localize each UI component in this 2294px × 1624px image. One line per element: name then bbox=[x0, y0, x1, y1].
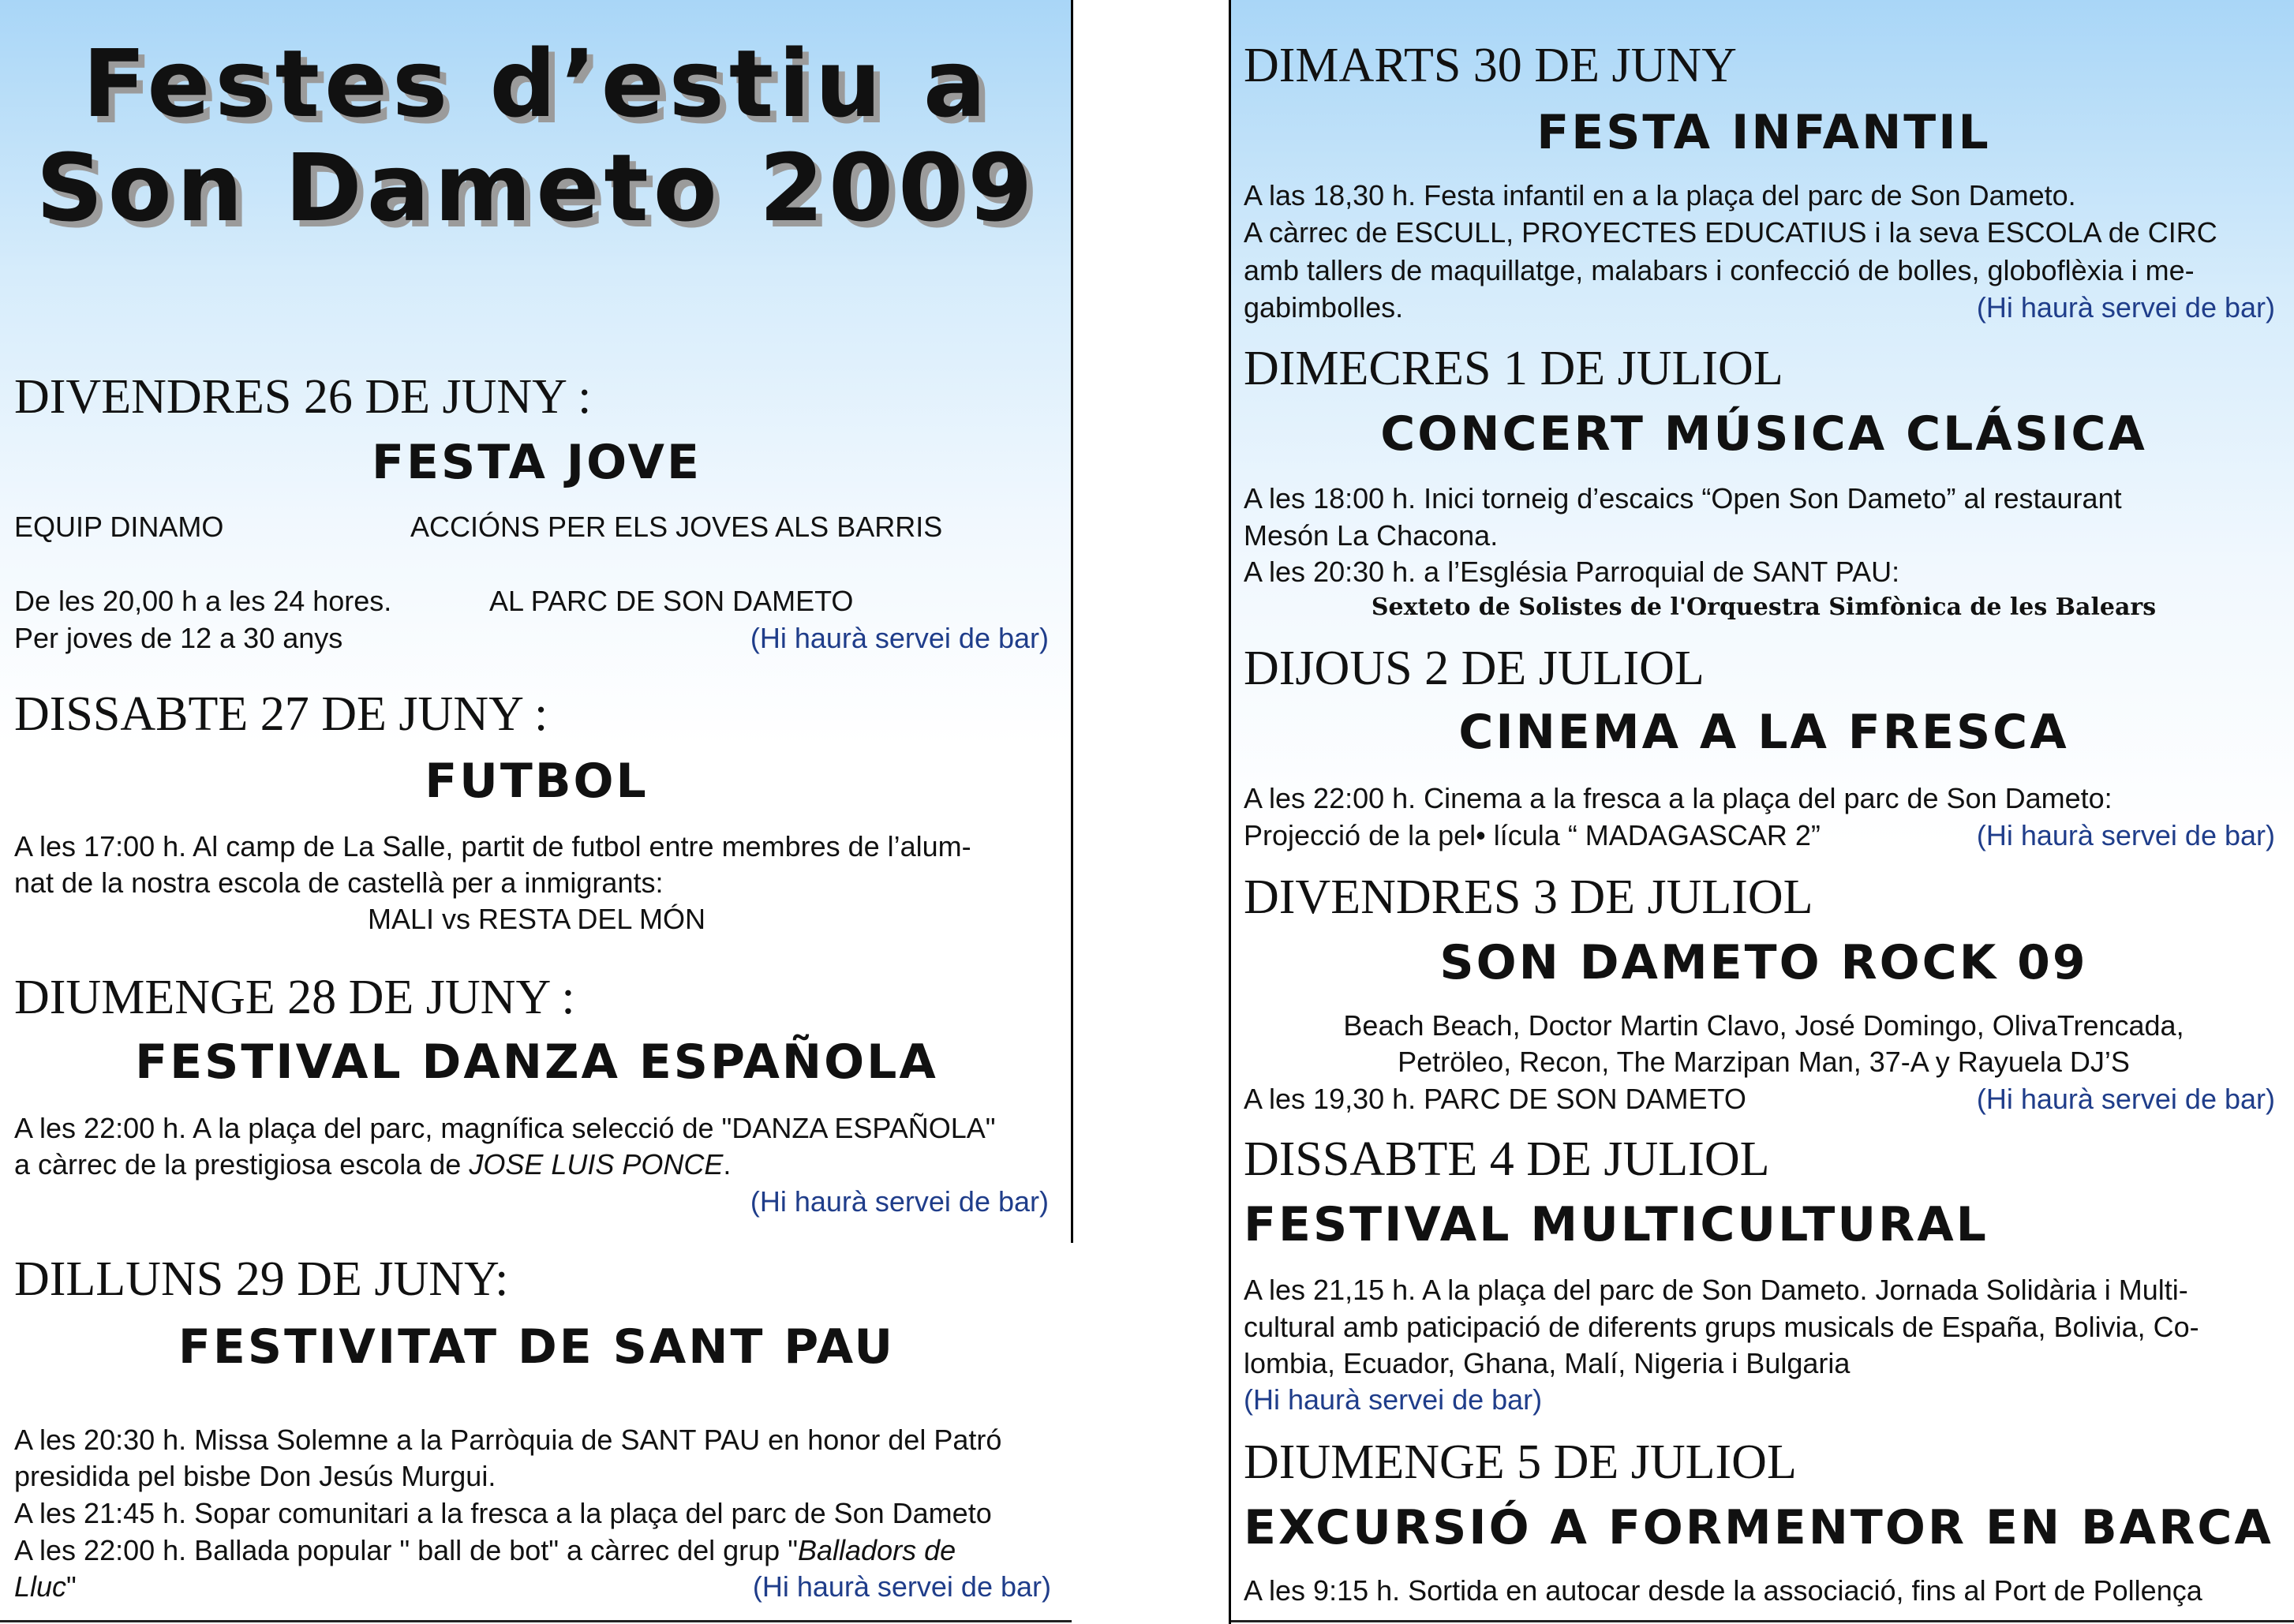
bottom-rule-left bbox=[0, 1620, 1072, 1622]
sant-pau-line-5: Lluc" bbox=[14, 1570, 77, 1603]
sant-pau-line-3: A les 21:45 h. Sopar comunitari a la fresca a la plaça del parc de Son Dameto bbox=[14, 1497, 992, 1529]
infantil-line-2: A càrrec de ESCULL, PROYECTES EDUCATIUS i la seva ESCOLA de CIRC bbox=[1244, 216, 2217, 249]
poster-title-line-1: Festes d’estiu a bbox=[82, 29, 991, 138]
sant-pau-line-4: A les 22:00 h. Ballada popular " ball de bot" a càrrec del grup "Balladors de bbox=[14, 1534, 956, 1566]
event-title-concert: CONCERT MÚSICA CLÁSICA bbox=[1380, 406, 2147, 462]
organizer-left: EQUIP DINAMO bbox=[14, 511, 224, 543]
concert-performers: Sexteto de Solistes de l'Orquestra Simfònica de les Balears bbox=[1371, 593, 2157, 621]
event-title-festivitat-sant-pau: FESTIVITAT DE SANT PAU bbox=[178, 1319, 896, 1375]
rock-bands-line-1: Beach Beach, Doctor Martin Clavo, José Domingo, OlivaTrencada, bbox=[1343, 1009, 2184, 1042]
futbol-description-line-2: nat de la nostra escola de castellà per a inmigrants: bbox=[14, 866, 664, 899]
schedule-place: AL PARC DE SON DAMETO bbox=[489, 585, 854, 617]
sant-pau-line-2: presidida pel bisbe Don Jesús Murgui. bbox=[14, 1460, 496, 1492]
left-panel bbox=[0, 0, 1073, 1243]
bar-service-note: (Hi haurà servei de bar) bbox=[752, 1570, 1051, 1603]
day-heading-30-june: DIMARTS 30 DE JUNY bbox=[1244, 39, 1737, 92]
event-title-festa-jove: FESTA JOVE bbox=[372, 435, 702, 490]
day-heading-5-july: DIUMENGE 5 DE JULIOL bbox=[1244, 1435, 1797, 1489]
left-lower-section bbox=[0, 1243, 1073, 1624]
bottom-rule-right bbox=[1231, 1620, 2294, 1622]
schedule-ages: Per joves de 12 a 30 anys bbox=[14, 622, 343, 654]
cinema-line-1: A les 22:00 h. Cinema a la fresca a la plaça del parc de Son Dameto: bbox=[1244, 782, 2113, 814]
poster-title bbox=[32, 29, 1042, 243]
school-name: JOSE LUIS PONCE bbox=[469, 1148, 724, 1181]
day-heading-3-july: DIVENDRES 3 DE JULIOL bbox=[1244, 870, 1813, 924]
event-title-multicultural: FESTIVAL MULTICULTURAL bbox=[1244, 1197, 1989, 1252]
organizer-right: ACCIÓNS PER ELS JOVES ALS BARRIS bbox=[410, 511, 943, 543]
bar-service-note: (Hi haurà servei de bar) bbox=[750, 1185, 1049, 1218]
rock-time-place: A les 19,30 h. PARC DE SON DAMETO bbox=[1244, 1083, 1746, 1115]
futbol-description-line-1: A les 17:00 h. Al camp de La Salle, partit de futbol entre membres de l’alum- bbox=[14, 830, 971, 863]
rock-bands-line-2: Petröleo, Recon, The Marzipan Man, 37-A y Rayuela DJ’S bbox=[1398, 1046, 2130, 1078]
day-heading-28-june: DIUMENGE 28 DE JUNY : bbox=[14, 971, 575, 1024]
event-title-festa-infantil: FESTA INFANTIL bbox=[1536, 105, 1991, 160]
schedule-time: De les 20,00 h a les 24 hores. bbox=[14, 585, 392, 617]
cinema-line-2: Projecció de la pel• lícula “ MADAGASCAR 2” bbox=[1244, 819, 1821, 851]
infantil-line-3: amb tallers de maquillatge, malabars i confecció de bolles, globoflèxia i me- bbox=[1244, 254, 2195, 286]
excursio-line-1: A les 9:15 h. Sortida en autocar desde la associació, fins al Port de Pollença bbox=[1244, 1574, 2202, 1607]
bar-service-note: (Hi haurà servei de bar) bbox=[1976, 819, 2275, 851]
event-title-rock: SON DAMETO ROCK 09 bbox=[1439, 935, 2088, 990]
multicultural-line-3: lombia, Ecuador, Ghana, Malí, Nigeria i Bulgaria bbox=[1244, 1347, 1851, 1379]
danza-description-line-1: A les 22:00 h. A la plaça del parc, magnífica selecció de "DANZA ESPAÑOLA" bbox=[14, 1112, 996, 1144]
futbol-match: MALI vs RESTA DEL MÓN bbox=[367, 903, 706, 935]
concert-line-2: Mesón La Chacona. bbox=[1244, 519, 1499, 552]
multicultural-line-1: A les 21,15 h. A la plaça del parc de Son Dameto. Jornada Solidària i Multi- bbox=[1244, 1274, 2188, 1306]
day-heading-1-july: DIMECRES 1 DE JULIOL bbox=[1244, 342, 1783, 395]
right-panel bbox=[1229, 0, 2294, 1624]
concert-line-3: A les 20:30 h. a l’Església Parroquial de SANT PAU: bbox=[1244, 556, 1900, 588]
day-heading-4-july: DISSABTE 4 DE JULIOL bbox=[1244, 1132, 1770, 1186]
event-title-futbol: FUTBOL bbox=[425, 754, 649, 809]
bar-service-note: (Hi haurà servei de bar) bbox=[1976, 291, 2275, 324]
danza-description-line-2: a càrrec de la prestigiosa escola de JOSE LUIS PONCE. bbox=[14, 1148, 732, 1181]
bar-service-note: (Hi haurà servei de bar) bbox=[750, 622, 1049, 654]
sant-pau-line-1: A les 20:30 h. Missa Solemne a la Parròquia de SANT PAU en honor del Patró bbox=[14, 1424, 1002, 1456]
event-title-excursio: EXCURSIÓ A FORMENTOR EN BARCA bbox=[1244, 1500, 2273, 1555]
day-heading-26-june: DIVENDRES 26 DE JUNY : bbox=[14, 370, 592, 424]
bar-service-note: (Hi haurà servei de bar) bbox=[1244, 1383, 1543, 1416]
bar-service-note: (Hi haurà servei de bar) bbox=[1976, 1083, 2275, 1115]
day-heading-27-june: DISSABTE 27 DE JUNY : bbox=[14, 687, 548, 741]
multicultural-line-2: cultural amb paticipació de diferents grups musicals de España, Bolivia, Co- bbox=[1244, 1311, 2199, 1343]
poster-title-line-2: Son Dameto 2009 bbox=[36, 133, 1038, 243]
event-title-festival-danza: FESTIVAL DANZA ESPAÑOLA bbox=[135, 1035, 938, 1090]
infantil-line-1: A las 18,30 h. Festa infantil en a la plaça del parc de Son Dameto. bbox=[1244, 179, 2076, 211]
day-heading-29-june: DILLUNS 29 DE JUNY: bbox=[14, 1252, 509, 1306]
concert-line-1: A les 18:00 h. Inici torneig d’escaics “Open Son Dameto” al restaurant bbox=[1244, 482, 2122, 515]
event-title-cinema: CINEMA A LA FRESCA bbox=[1458, 705, 2069, 760]
infantil-line-4: gabimbolles. bbox=[1244, 291, 1404, 324]
day-heading-2-july: DIJOUS 2 DE JULIOL bbox=[1244, 642, 1705, 695]
